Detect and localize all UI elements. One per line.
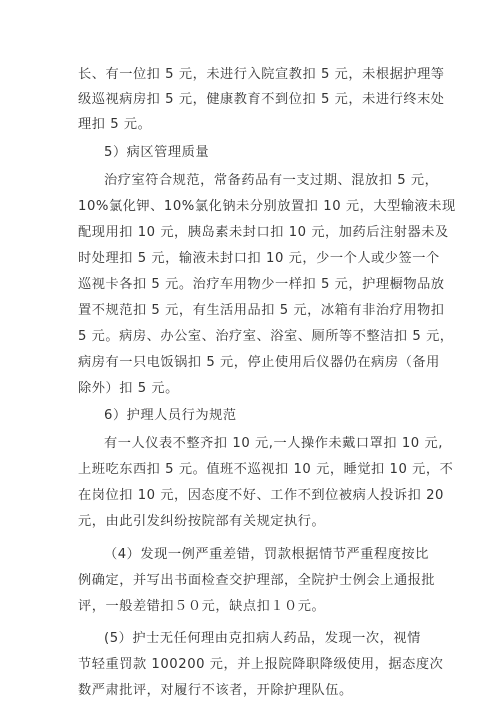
text-line: 时处理扣 5 元，输液未封口扣 10 元，少一个人或少签一个: [78, 251, 440, 266]
paragraph-first-line: 治疗室符合规范，常备药品有一支过期、混放扣 5 元，: [104, 173, 439, 188]
section-heading: 5）病区管理质量: [104, 145, 210, 160]
paragraph-first-line: 有一人仪表不整齐扣 10 元,一人操作未戴口罩扣 10 元,: [104, 436, 443, 451]
text-line: 级巡视病房扣 5 元，健康教育不到位扣 5 元，未进行终末处: [78, 92, 445, 107]
text-line: 置不规范扣 5 元，有生活用品扣 5 元，冰箱有非治疗用物扣: [78, 303, 445, 318]
text-line: 评，一般差错扣５０元，缺点扣１０元。: [78, 599, 326, 614]
section-heading: 6）护理人员行为规范: [104, 408, 237, 423]
text-line: 例确定，并写出书面检查交护理部，全院护士例会上通报批: [78, 573, 436, 588]
text-line: 节轻重罚款 100200 元，并上报院降职降级使用，据态度次: [78, 657, 444, 672]
text-line: 长、有一位扣 5 元，未进行入院宣教扣 5 元，未根据护理等: [78, 67, 445, 82]
text-line: 元，由此引发纠纷按院部有关规定执行。: [78, 514, 326, 529]
text-line: 5 元。病房、办公室、治疗室、浴室、厕所等不整洁扣 5 元，: [78, 329, 454, 344]
text-line: 理扣 5 元。: [78, 117, 152, 132]
text-line: 数严肃批评，对履行不该者，开除护理队伍。: [78, 683, 353, 698]
text-line: 配现用扣 10 元，胰岛素未封口扣 10 元，加药后注射器未及: [78, 225, 449, 240]
text-line: 除外）扣 5 元。: [78, 381, 179, 396]
text-line: 病房有一只电饭锅扣 5 元，停止使用后仪器仍在病房（备用: [78, 355, 440, 370]
text-line: 在岗位扣 10 元，因态度不好、工作不到位被病人投诉扣 20: [78, 488, 444, 503]
paragraph-first-line: （4）发现一例严重差错，罚款根据情节严重程度按比: [104, 547, 429, 562]
text-line: 上班吃东西扣 5 元。值班不巡视扣 10 元，睡觉扣 10 元，不: [78, 462, 454, 477]
paragraph-first-line: (5）护士无任何理由克扣病人药品，发现一次，视情: [104, 631, 421, 646]
text-line: 10%氯化钾、10%氯化钠未分别放置扣 10 元，大型输液未现: [78, 199, 456, 214]
text-line: 巡视卡各扣 5 元。治疗车用物少一样扣 5 元，护理橱物品放: [78, 277, 445, 292]
